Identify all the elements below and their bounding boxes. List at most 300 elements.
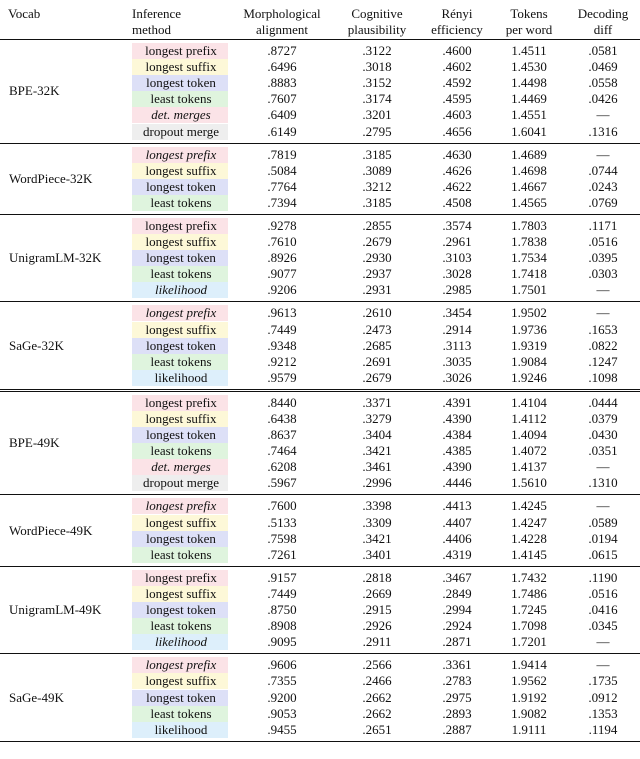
tokens-cell: 1.7501 [511, 282, 547, 298]
renyi-cell: .4407 [442, 514, 472, 530]
cog-cell: .3279 [362, 411, 392, 427]
cog-cell: .2855 [332, 214, 422, 234]
tokens-cell: 1.4137 [511, 459, 547, 475]
tokens-cell: 1.9562 [511, 673, 547, 689]
tokens-cell: 1.4247 [511, 514, 547, 530]
table-row [0, 179, 640, 195]
table-row [0, 459, 640, 475]
method-cell [0, 282, 232, 302]
cog-cell: .3122 [362, 43, 392, 59]
method-cell [0, 673, 232, 689]
renyi-cell: .3028 [442, 266, 472, 282]
morph-cell: .6149 [267, 123, 297, 139]
morph-cell: .8926 [267, 250, 297, 266]
tokens-cell: 1.4469 [511, 91, 547, 107]
cog-cell: .2566 [332, 654, 422, 674]
decoding-cell: .0379 [588, 411, 618, 427]
method-chip: longest token [132, 338, 228, 354]
header-decoding-line1: Decoding [577, 6, 629, 21]
table-row [0, 475, 640, 495]
renyi-cell: .4413 [422, 495, 492, 515]
renyi-cell: .2914 [442, 321, 472, 337]
morph-cell: .8727 [267, 43, 297, 59]
morph-cell: .9053 [267, 705, 297, 721]
decoding-cell: .0194 [588, 530, 618, 546]
morph-cell: .9579 [267, 369, 297, 385]
decoding-cell: — [566, 654, 640, 674]
renyi-cell: .2849 [442, 585, 472, 601]
header-tokens [492, 2, 566, 40]
renyi-cell: .3103 [442, 250, 472, 266]
morph-cell: .9278 [232, 214, 332, 234]
renyi-cell: .2961 [442, 234, 472, 250]
table-row [0, 234, 640, 250]
method-chip: least tokens [132, 443, 228, 459]
tokens-cell: 1.4551 [511, 107, 547, 123]
decoding-cell: .1653 [588, 321, 618, 337]
tokens-cell: 1.4530 [511, 59, 547, 75]
decoding-cell: .0516 [588, 585, 618, 601]
renyi-cell: .4622 [442, 178, 472, 194]
header-method-line2: method [132, 22, 171, 37]
method-chip: longest token [132, 250, 228, 266]
vocab-label: UnigramLM-49K [9, 602, 102, 618]
tokens-cell: 1.7534 [511, 250, 547, 266]
method-cell [0, 586, 232, 602]
decoding-cell: .0822 [588, 337, 618, 353]
table-row [0, 706, 640, 722]
cog-cell: .3201 [362, 107, 392, 123]
tokens-cell: 1.6041 [511, 123, 547, 139]
method-chip: longest suffix [132, 163, 228, 179]
tokens-cell: 1.5610 [511, 475, 547, 491]
method-chip: least tokens [132, 195, 228, 211]
morph-cell: .9606 [232, 654, 332, 674]
table-row [0, 586, 640, 602]
table-row [0, 91, 640, 107]
decoding-cell: .0243 [588, 178, 618, 194]
cog-cell: .2818 [332, 566, 422, 586]
table-row [0, 214, 640, 234]
cog-cell: .3185 [332, 143, 422, 163]
tokens-cell: 1.4145 [511, 546, 547, 562]
cog-cell: .3309 [362, 514, 392, 530]
cog-cell: .3089 [362, 162, 392, 178]
tokens-cell: 1.7418 [511, 266, 547, 282]
header-tokens-line1: Tokens [510, 6, 548, 21]
cog-cell: .3018 [362, 59, 392, 75]
renyi-cell: .2893 [442, 705, 472, 721]
decoding-cell: — [566, 143, 640, 163]
morph-cell: .6208 [267, 459, 297, 475]
method-chip: longest prefix [132, 395, 228, 411]
tokens-cell: 1.9084 [511, 353, 547, 369]
decoding-cell: .0345 [588, 618, 618, 634]
cog-cell: .3371 [332, 390, 422, 411]
method-chip: likelihood [132, 370, 228, 386]
morph-cell: .9212 [267, 353, 297, 369]
cog-cell: .2691 [362, 353, 392, 369]
header-renyi-line2: efficiency [431, 22, 483, 37]
morph-cell: .7600 [232, 495, 332, 515]
header-vocab: Vocab [8, 6, 41, 21]
renyi-cell: .4446 [442, 475, 472, 491]
method-chip: likelihood [132, 282, 228, 298]
table-row [0, 75, 640, 91]
decoding-cell: .1310 [588, 475, 618, 491]
method-chip: longest prefix [132, 305, 228, 321]
table-row [0, 673, 640, 689]
method-cell [0, 459, 232, 475]
decoding-cell: — [566, 302, 640, 322]
table-row [0, 689, 640, 705]
cog-cell: .2931 [362, 282, 392, 298]
method-chip: longest prefix [132, 657, 228, 673]
morph-cell: .6438 [267, 411, 297, 427]
cog-cell: .2662 [362, 689, 392, 705]
method-cell [0, 234, 232, 250]
method-cell [0, 706, 232, 722]
decoding-cell: .0558 [588, 75, 618, 91]
method-cell [0, 370, 232, 391]
table-row [0, 515, 640, 531]
renyi-cell: .2887 [422, 722, 492, 742]
morph-cell: .9206 [267, 282, 297, 298]
decoding-cell: — [596, 634, 610, 650]
renyi-cell: .4390 [442, 411, 472, 427]
method-chip: longest token [132, 179, 228, 195]
method-chip: longest suffix [132, 673, 228, 689]
tokens-cell: 1.9414 [492, 654, 566, 674]
morph-cell: .8440 [232, 390, 332, 411]
table-row [0, 634, 640, 654]
morph-cell: .7355 [267, 673, 297, 689]
method-chip: longest suffix [132, 586, 228, 602]
method-chip: longest token [132, 531, 228, 547]
method-chip: least tokens [132, 91, 228, 107]
decoding-cell: .0469 [588, 59, 618, 75]
method-cell [0, 547, 232, 567]
decoding-cell: .1190 [566, 566, 640, 586]
renyi-cell: .4592 [442, 75, 472, 91]
method-chip: longest suffix [132, 515, 228, 531]
table-row [0, 547, 640, 567]
cog-cell: .2937 [362, 266, 392, 282]
method-chip: longest suffix [132, 234, 228, 250]
morph-cell: .7610 [267, 234, 297, 250]
method-cell [0, 618, 232, 634]
decoding-cell: .0416 [588, 602, 618, 618]
method-cell [0, 354, 232, 370]
decoding-cell: .0615 [588, 546, 618, 562]
renyi-cell: .2783 [442, 673, 472, 689]
table-row [0, 443, 640, 459]
cog-cell: .2996 [362, 475, 392, 491]
cog-cell: .2795 [362, 123, 392, 139]
decoding-cell: .0303 [588, 266, 618, 282]
morph-cell: .7261 [267, 546, 297, 562]
renyi-cell: .4319 [442, 546, 472, 562]
renyi-cell: .4603 [442, 107, 472, 123]
method-chip: det. merges [132, 107, 228, 123]
header-vocab-method [0, 2, 232, 40]
morph-cell: .6496 [267, 59, 297, 75]
cog-cell: .3185 [362, 194, 392, 210]
renyi-cell: .4385 [442, 443, 472, 459]
morph-cell: .7764 [267, 178, 297, 194]
cog-cell: .2473 [362, 321, 392, 337]
morph-cell: .7819 [232, 143, 332, 163]
tokens-cell: 1.4698 [511, 162, 547, 178]
table-row [0, 566, 640, 586]
cog-cell: .3401 [362, 546, 392, 562]
morph-cell: .5133 [267, 514, 297, 530]
table-body [0, 40, 640, 742]
morph-cell: .8637 [267, 427, 297, 443]
cog-cell: .2679 [362, 369, 392, 385]
table-row [0, 143, 640, 163]
method-chip: longest token [132, 75, 228, 91]
vocab-label: SaGe-49K [9, 689, 64, 705]
header-morph [232, 2, 332, 40]
method-chip: longest prefix [132, 570, 228, 586]
renyi-cell: .4626 [442, 162, 472, 178]
method-chip: least tokens [132, 266, 228, 282]
decoding-cell: .0351 [588, 443, 618, 459]
method-cell [0, 195, 232, 215]
table-row [0, 163, 640, 179]
renyi-cell: .3454 [422, 302, 492, 322]
table-row [0, 411, 640, 427]
vocab-label: UnigramLM-32K [9, 250, 102, 266]
cog-cell: .2651 [332, 722, 422, 742]
morph-cell: .9613 [232, 302, 332, 322]
tokens-cell: 1.7432 [492, 566, 566, 586]
renyi-cell: .4656 [442, 123, 472, 139]
method-chip: det. merges [132, 459, 228, 475]
tokens-cell: 1.4498 [511, 75, 547, 91]
morph-cell: .9200 [267, 689, 297, 705]
method-chip: likelihood [132, 722, 228, 738]
cog-cell: .3421 [362, 443, 392, 459]
decoding-cell: .1171 [566, 214, 640, 234]
table-row [0, 427, 640, 443]
renyi-cell: .3467 [422, 566, 492, 586]
renyi-cell: .3035 [442, 353, 472, 369]
tokens-cell: 1.4511 [511, 43, 547, 59]
table-row [0, 495, 640, 515]
decoding-cell: .1194 [566, 722, 640, 742]
table-row [0, 354, 640, 370]
cog-cell: .2679 [362, 234, 392, 250]
cog-cell: .2610 [332, 302, 422, 322]
tokens-cell: 1.7201 [511, 634, 547, 650]
decoding-cell: .0426 [588, 91, 618, 107]
morph-cell: .9077 [267, 266, 297, 282]
table-row [0, 618, 640, 634]
cog-cell: .3461 [362, 459, 392, 475]
header-method-line1: Inference [132, 6, 182, 21]
cog-cell: .3174 [362, 91, 392, 107]
morph-cell: .9095 [267, 634, 297, 650]
morph-cell: .7464 [267, 443, 297, 459]
method-cell [0, 59, 232, 75]
tokens-cell: 1.4112 [511, 411, 547, 427]
renyi-cell: .2924 [442, 618, 472, 634]
tokens-cell: 1.9082 [511, 705, 547, 721]
renyi-cell: .4508 [442, 194, 472, 210]
decoding-cell: .1353 [588, 705, 618, 721]
method-cell [0, 123, 232, 143]
method-chip: dropout merge [132, 475, 228, 491]
renyi-cell: .4390 [442, 459, 472, 475]
table-row [0, 370, 640, 391]
cog-cell: .2662 [362, 705, 392, 721]
method-chip: least tokens [132, 706, 228, 722]
tokens-cell: 1.7838 [511, 234, 547, 250]
table-row [0, 107, 640, 123]
header-morph-line1: Morphological [243, 6, 321, 21]
method-cell [0, 107, 232, 123]
renyi-cell: .2994 [442, 602, 472, 618]
renyi-cell: .4600 [442, 43, 472, 59]
results-table [0, 2, 640, 742]
method-chip: longest prefix [132, 147, 228, 163]
decoding-cell: .1247 [588, 353, 618, 369]
renyi-cell: .2871 [442, 634, 472, 650]
table-row [0, 722, 640, 742]
morph-cell: .5967 [267, 475, 297, 491]
tokens-cell: 1.9736 [511, 321, 547, 337]
method-chip: longest token [132, 427, 228, 443]
decoding-cell: .0769 [588, 194, 618, 210]
cog-cell: .2669 [362, 585, 392, 601]
table-row [0, 302, 640, 322]
tokens-cell: 1.4072 [511, 443, 547, 459]
tokens-cell: 1.4689 [492, 143, 566, 163]
header-decoding-line2: diff [593, 22, 613, 37]
renyi-cell: .4391 [422, 390, 492, 411]
renyi-cell: .3361 [422, 654, 492, 674]
cog-cell: .2911 [362, 634, 392, 650]
renyi-cell: .4630 [422, 143, 492, 163]
table-row [0, 390, 640, 411]
morph-cell: .7598 [267, 530, 297, 546]
table-row [0, 654, 640, 674]
header-renyi-line1: Rényi [441, 6, 473, 21]
tokens-cell: 1.7098 [511, 618, 547, 634]
method-cell [0, 475, 232, 495]
decoding-cell: .0581 [588, 43, 618, 59]
morph-cell: .7394 [267, 194, 297, 210]
method-chip: longest prefix [132, 218, 228, 234]
method-chip: longest suffix [132, 322, 228, 338]
decoding-cell: — [596, 282, 610, 298]
renyi-cell: .3574 [422, 214, 492, 234]
morph-cell: .7449 [267, 321, 297, 337]
method-chip: least tokens [132, 618, 228, 634]
decoding-cell: — [596, 107, 610, 123]
morph-cell: .8883 [267, 75, 297, 91]
method-cell [0, 322, 232, 338]
decoding-cell: .0744 [588, 162, 618, 178]
method-chip: dropout merge [132, 124, 228, 140]
method-chip: longest suffix [132, 411, 228, 427]
decoding-cell: .1098 [588, 369, 618, 385]
renyi-cell: .3026 [442, 369, 472, 385]
decoding-cell: .0430 [588, 427, 618, 443]
header-renyi [422, 2, 492, 40]
decoding-cell: — [596, 459, 610, 475]
morph-cell: .5084 [267, 162, 297, 178]
method-cell [0, 634, 232, 654]
table-row [0, 40, 640, 60]
tokens-cell: 1.4245 [492, 495, 566, 515]
decoding-cell: .0912 [588, 689, 618, 705]
header-morph-line2: alignment [256, 22, 308, 37]
method-chip: longest suffix [132, 59, 228, 75]
table-row [0, 59, 640, 75]
vocab-label: WordPiece-32K [9, 170, 93, 186]
cog-cell: .3152 [362, 75, 392, 91]
table-row [0, 195, 640, 215]
table-header [0, 2, 640, 40]
morph-cell: .7607 [267, 91, 297, 107]
tokens-cell: 1.9246 [511, 369, 547, 385]
method-chip: longest prefix [132, 43, 228, 59]
method-cell [0, 722, 232, 742]
tokens-cell: 1.7245 [511, 602, 547, 618]
tokens-cell: 1.9319 [511, 337, 547, 353]
method-chip: longest prefix [132, 498, 228, 514]
tokens-cell: 1.9192 [511, 689, 547, 705]
renyi-cell: .4602 [442, 59, 472, 75]
method-cell [0, 266, 232, 282]
vocab-label: WordPiece-49K [9, 522, 93, 538]
header-tokens-line2: per word [505, 22, 553, 37]
method-chip: likelihood [132, 634, 228, 650]
header-method [132, 6, 181, 38]
table-row [0, 338, 640, 354]
morph-cell: .9348 [267, 337, 297, 353]
vocab-label: SaGe-32K [9, 337, 64, 353]
morph-cell: .8750 [267, 602, 297, 618]
tokens-cell: 1.9502 [492, 302, 566, 322]
cog-cell: .2685 [362, 337, 392, 353]
method-chip: least tokens [132, 354, 228, 370]
morph-cell: .9157 [232, 566, 332, 586]
vocab-label: BPE-49K [9, 435, 60, 451]
tokens-cell: 1.7803 [492, 214, 566, 234]
tokens-cell: 1.4565 [511, 194, 547, 210]
table-row [0, 123, 640, 143]
decoding-cell: .0516 [588, 234, 618, 250]
decoding-cell: .0444 [566, 390, 640, 411]
table-row [0, 322, 640, 338]
morph-cell: .9455 [232, 722, 332, 742]
renyi-cell: .3113 [442, 337, 472, 353]
vocab-label: BPE-32K [9, 83, 60, 99]
method-chip: least tokens [132, 547, 228, 563]
header-decoding [566, 2, 640, 40]
tokens-cell: 1.4104 [492, 390, 566, 411]
renyi-cell: .2975 [442, 689, 472, 705]
cog-cell: .2930 [362, 250, 392, 266]
cog-cell: .3404 [362, 427, 392, 443]
renyi-cell: .4384 [442, 427, 472, 443]
decoding-cell: .1735 [588, 673, 618, 689]
method-chip: longest token [132, 690, 228, 706]
